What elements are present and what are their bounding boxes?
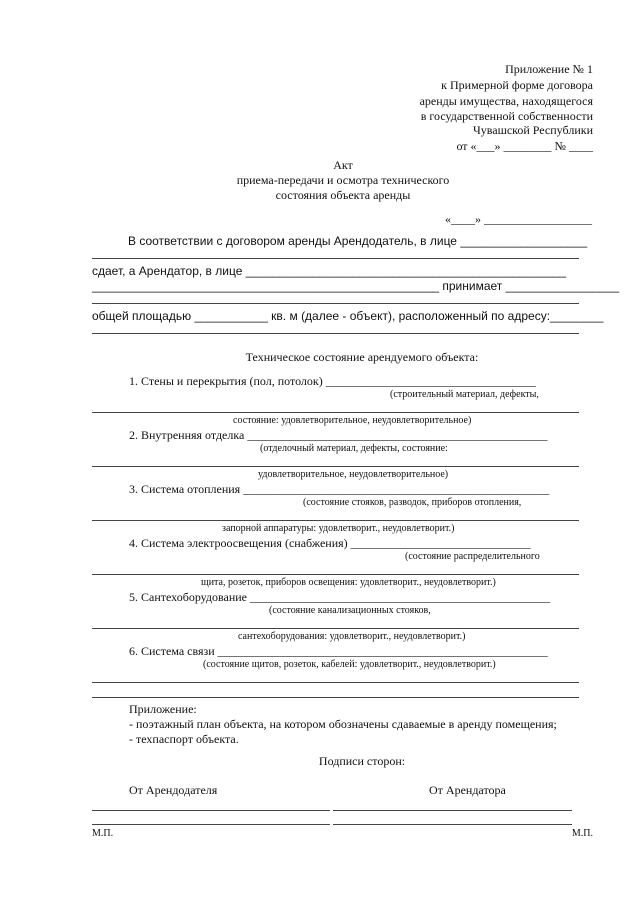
item-communication-line-2	[92, 697, 579, 698]
intro-blank-line-1	[92, 258, 579, 259]
item-communication-line-1	[92, 682, 579, 683]
item-walls-line	[92, 412, 579, 413]
doc-subtitle-2: состояния объекта аренды	[275, 188, 411, 202]
signature-lessor-label: От Арендодателя	[129, 783, 218, 797]
item-electric-label: 4. Система электроосвещения (снабжения) ______________________________	[129, 536, 531, 550]
signature-lessor-line-1	[92, 810, 330, 811]
header-line-2: к Примерной форме договора	[441, 78, 593, 92]
item-communication-label: 6. Система связи _______________________________________________________	[129, 644, 548, 658]
item-heating-line	[92, 520, 579, 521]
item-electric-hint-1: (состояние распределительного	[405, 551, 540, 562]
signature-lessee-line-2	[333, 824, 572, 825]
header-date-number: от «___» ________ № ____	[456, 139, 593, 153]
item-finishing-hint-1: (отделочный материал, дефекты, состояние:	[260, 443, 448, 454]
stamp-place-lessee: М.П.	[571, 828, 593, 839]
item-finishing-label: 2. Внутренняя отделка __________________________________________________	[129, 428, 548, 442]
doc-date: «____» __________________	[445, 212, 592, 226]
item-plumbing-line	[92, 628, 579, 629]
section-title: Техническое состояние арендуемого объекта:	[245, 350, 479, 364]
item-electric-line	[92, 574, 579, 575]
intro-line-1: В соответствии с договором аренды Арендодатель, в лице ___________________	[128, 234, 588, 248]
doc-subtitle-1: приема-передачи и осмотра технического	[236, 173, 450, 187]
item-plumbing-hint-1: (состояние канализационных стояков,	[269, 605, 431, 616]
intro-line-4: общей площадью ___________ кв. м (далее - объект), расположенный по адресу:________	[92, 309, 604, 323]
item-communication-hint-1: (состояние щитов, розеток, кабелей: удовлетворит., неудовлетворит.)	[203, 659, 496, 670]
header-line-5: Чувашской Республики	[472, 123, 593, 137]
item-plumbing-hint-2: сантехоборудования: удовлетворит., неудовлетворит.)	[238, 631, 466, 642]
doc-title: Акт	[333, 158, 353, 172]
signature-lessee-line-1	[333, 810, 572, 811]
item-finishing-hint-2: удовлетворительное, неудовлетворительное)	[258, 469, 449, 480]
intro-blank-line-2	[92, 303, 579, 304]
header-line-3: аренды имущества, находящегося	[419, 94, 593, 108]
item-heating-hint-1: (состояние стояков, разводок, приборов отопления,	[303, 497, 522, 508]
appendix-item-floor-plan: - поэтажный план объекта, на котором обозначены сдаваемые в аренду помещения;	[129, 717, 557, 731]
item-walls-hint-1: (строительный материал, дефекты,	[390, 389, 539, 400]
signature-lessee-label: От Арендатора	[429, 783, 506, 797]
appendix-item-tech-passport: - техпаспорт объекта.	[129, 732, 239, 746]
signature-lessor-line-2	[92, 824, 330, 825]
appendix-title: Приложение:	[129, 702, 197, 716]
intro-line-3: ____________________________________________________ принимает _________________	[92, 279, 620, 293]
signatures-title: Подписи сторон:	[318, 754, 406, 768]
stamp-place-lessor: М.П.	[92, 828, 114, 839]
intro-line-2: сдает, а Арендатор, в лице ________________________________________________	[92, 264, 567, 278]
item-walls-hint-2: состояние: удовлетворительное, неудовлетворительное)	[233, 415, 472, 426]
intro-blank-line-3	[92, 333, 579, 334]
item-walls-label: 1. Стены и перекрытия (пол, потолок) ___________________________________	[129, 374, 536, 388]
item-heating-label: 3. Система отопления ___________________________________________________	[129, 482, 550, 496]
header-line-4: в государственной собственности	[420, 109, 593, 123]
item-heating-hint-2: запорной аппаратуры: удовлетворит., неудовлетворит.)	[222, 523, 455, 534]
item-finishing-line	[92, 466, 579, 467]
item-plumbing-label: 5. Сантехоборудование __________________________________________________	[129, 590, 551, 604]
header-appendix-number: Приложение № 1	[505, 62, 593, 76]
item-electric-hint-2: щита, розеток, приборов освещения: удовлетворит., неудовлетворит.)	[201, 577, 496, 588]
